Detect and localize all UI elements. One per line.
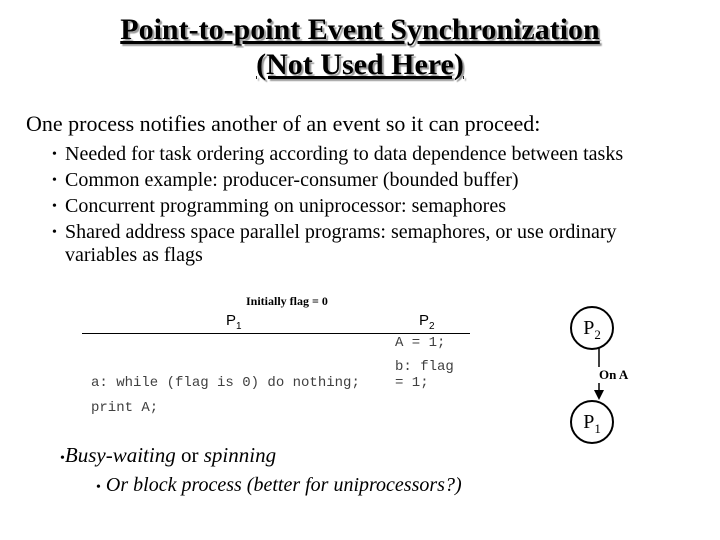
bullet-text: Concurrent programming on uniprocessor: semaphores xyxy=(65,195,507,217)
p1-column-header xyxy=(226,312,242,332)
p2-code-line: b: flag xyxy=(395,359,454,375)
bullet-dot-icon: • xyxy=(52,147,57,162)
bullet-item xyxy=(52,195,692,218)
busy-waiting-line xyxy=(60,443,276,471)
bullet-text: Common example: producer-consumer (bounded buffer) xyxy=(65,169,519,191)
p2-node-name: P xyxy=(583,317,595,339)
title-line-2: (Not Used Here) xyxy=(256,48,464,81)
p2-column-header xyxy=(419,312,435,332)
bullet-text: Needed for task ordering according to data dependence between tasks xyxy=(65,143,624,165)
bullet-list xyxy=(52,143,692,270)
edge-label: On A xyxy=(599,367,629,382)
busy-or-word: or xyxy=(180,443,199,467)
p2-header-sub: 2 xyxy=(429,321,435,332)
title-line-1: Point-to-point Event Synchronization xyxy=(120,13,600,46)
p2-node xyxy=(570,306,614,350)
p1-node-name: P xyxy=(583,411,595,433)
bullet-dot-icon: • xyxy=(52,199,57,214)
p1-header-sub: 1 xyxy=(236,321,242,332)
bullet-dot-icon: • xyxy=(96,480,101,495)
p1-node xyxy=(570,400,614,444)
spinning-term: spinning xyxy=(203,443,277,467)
slide-title xyxy=(0,12,720,82)
bullet-item xyxy=(52,221,692,267)
block-process-line xyxy=(96,473,462,500)
bullet-text: Shared address space parallel programs: semaphores, or use ordinary variables as flags xyxy=(65,221,617,266)
bullet-item xyxy=(52,169,692,192)
busy-waiting-term: Busy-waiting xyxy=(64,443,176,467)
bullet-dot-icon: • xyxy=(52,173,57,188)
p2-header-name: P xyxy=(419,312,430,329)
p1-code-line: a: while (flag is 0) do nothing; xyxy=(91,375,360,391)
intro-text: One process notifies another of an event so it can proceed: xyxy=(26,111,541,136)
bullet-item xyxy=(52,143,692,166)
p2-code-line: A = 1; xyxy=(395,335,446,351)
initial-flag-note: Initially flag = 0 xyxy=(246,294,328,308)
bullet-dot-icon: • xyxy=(52,225,57,240)
p2-node-sub: 2 xyxy=(594,327,601,342)
p2-code-line: = 1; xyxy=(395,375,429,391)
bullet-dot-icon: • xyxy=(60,451,65,466)
p1-node-sub: 1 xyxy=(594,421,601,436)
p1-header-name: P xyxy=(226,312,237,329)
block-process-text: Or block process (better for uniprocessors?) xyxy=(105,474,462,496)
p1-code-line: print A; xyxy=(91,400,159,416)
